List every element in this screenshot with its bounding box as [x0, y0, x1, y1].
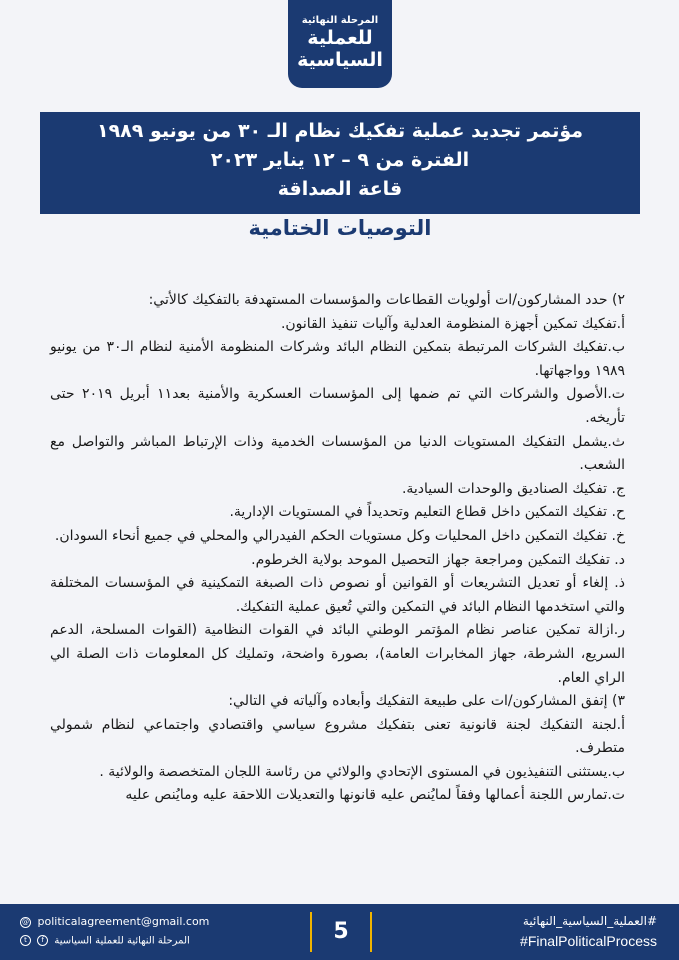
conference-period: الفترة من ٩ – ١٢ يناير ٢٠٢٣: [210, 149, 470, 171]
paragraph: خ. تفكيك التمكين داخل المحليات وكل مستويات الحكم الفيدرالي والمحلي في جميع أنحاء السودان.: [54, 527, 625, 544]
hashtag-arabic[interactable]: #العملية_السياسية_النهائية: [522, 914, 657, 928]
paragraph: ذ. إلغاء أو تعديل التشريعات أو القوانين أو نصوص ذات الصبغة التمكينية في المؤسسات المختلفة والتي استخدمها النظام البائد في التمكين والتي تُعيق عملية التفكيك.: [50, 575, 625, 615]
paragraph: ر.ازالة تمكين عناصر نظام المؤتمر الوطني البائد في القوات النظامية (القوات المسلحة، الدعم السريع، الشرطة، جهاز المخابرات العامة)، بصورة واضحة، وتمليك كل المعلومات ذات الصلة الي الراي العام.: [50, 622, 625, 686]
paragraph: ب.يستثنى التنفيذيون في المستوى الإتحادي والولائي من رئاسة اللجان المتخصصة والولائية .: [99, 763, 625, 780]
recommendations-body: [50, 289, 625, 808]
paragraph: ت.تمارس اللجنة أعمالها وفقاً لمايُنص عليه قانونها والتعديلات اللاحقة عليه ومايُنص عليه: [125, 787, 625, 804]
paragraph: ب.تفكيك الشركات المرتبطة بتمكين النظام البائد وشركات المنظومة الأمنية لنظام الـ٣٠ من يونيو ١٩٨٩ وواجهاتها.: [50, 339, 625, 379]
paragraph: د. تفكيك التمكين ومراجعة جهاز التحصيل الموحد بولاية الخرطوم.: [251, 551, 625, 568]
footer-email[interactable]: politicalagreement@gmail.com: [37, 915, 210, 928]
logo-line-3: السياسية: [297, 49, 383, 71]
conference-title: مؤتمر تجديد عملية تفكيك نظام الـ ٣٠ من يونيو ١٩٨٩: [96, 120, 584, 142]
paragraph: ٣) إتفق المشاركون/ات على طبيعة التفكيك وأبعاده وآلياته في التالي:: [228, 693, 625, 710]
paragraph: ث.يشمل التفكيك المستويات الدنيا من المؤسسات الخدمية وذات الإرتباط المباشر والتواصل مع الشعب.: [50, 433, 625, 474]
brand-logo: [288, 0, 392, 88]
conference-header: [40, 112, 640, 214]
page-number: 5: [310, 912, 372, 952]
paragraph: أ.لجنة التفكيك لجنة قانونية تعنى بتفكيك مشروع سياسي واقتصادي واجتماعي لنظام شمولي متطرف.: [50, 716, 625, 757]
logo-line-1: المرحلة النهائية: [301, 15, 379, 26]
section-title: التوصيات الختامية: [248, 216, 432, 240]
paragraph: ج. تفكيك الصناديق والوحدات السيادية.: [401, 480, 625, 497]
hashtag-english[interactable]: #FinalPoliticalProcess: [520, 933, 657, 949]
footer-org-name: المرحلة النهائية للعملية السياسية: [54, 935, 190, 947]
conference-venue: قاعة الصداقة: [277, 178, 403, 200]
paragraph: أ.تفكيك تمكين أجهزة المنظومة العدلية وآليات تنفيذ القانون.: [280, 315, 625, 332]
facebook-icon[interactable]: f: [37, 935, 48, 946]
paragraph: ح. تفكيك التمكين داخل قطاع التعليم وتحديداً في المستويات الإدارية.: [229, 504, 625, 521]
paragraph: ٢) حدد المشاركون/ات أولويات القطاعات والمؤسسات المستهدفة بالتفكيك كالأتي:: [148, 292, 625, 308]
page-footer: [0, 904, 679, 960]
logo-line-2: للعملية: [307, 27, 373, 49]
twitter-icon[interactable]: t: [20, 935, 31, 946]
paragraph: ت.الأصول والشركات التي تم ضمها إلى المؤسسات العسكرية والأمنية بعد١١ أبريل ٢٠١٩ حتى تأريخه.: [50, 386, 625, 426]
footer-org-row: [20, 935, 190, 947]
footer-email-row: [20, 915, 209, 928]
email-icon: @: [22, 917, 29, 926]
